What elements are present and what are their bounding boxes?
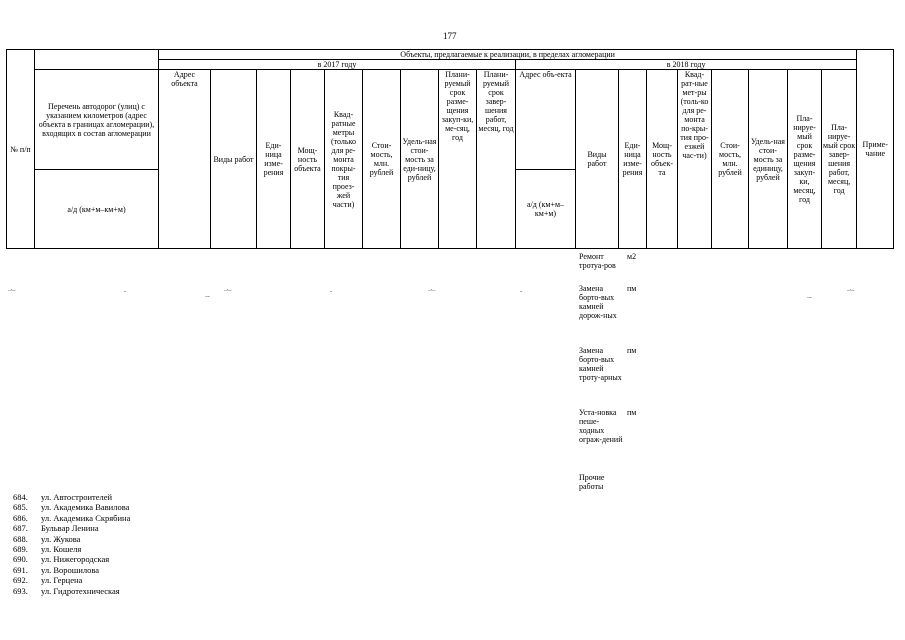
objects-header: Объекты, предлагаемые к реализации, в пределах агломерации: [159, 50, 857, 60]
h2018-unit: Еди-ница изме-рения: [619, 70, 647, 249]
scan-mark: -: [124, 287, 126, 295]
list-item: [13, 534, 130, 544]
row-unit: пм: [627, 284, 637, 293]
col-roads-list-header: Перечень автодорог (улиц) с указанием километров (адрес объекта в границах агломерации), входящих в состав агломерации: [35, 70, 159, 170]
street-number: 691.: [13, 564, 28, 575]
street-name: ул. Академика Скрябина: [41, 512, 131, 523]
scan-mark: –·–: [428, 286, 435, 294]
street-name: Бульвар Ленина: [41, 523, 99, 534]
col-note-header: Приме-чание: [857, 50, 894, 249]
h2018-capacity: Мощ-ность объек-та: [647, 70, 678, 249]
objects-table: [6, 49, 894, 249]
row-unit: пм: [627, 346, 637, 355]
h2017-address: Адрес объекта: [159, 70, 211, 249]
street-name: ул. Гидротехническая: [41, 585, 120, 596]
h2018-cost: Стои-мость, млн. рублей: [712, 70, 749, 249]
h2018-planned-completion: Пла-нируе-мый срок завер-шения работ, месяц, год: [822, 70, 857, 249]
street-name: ул. Автостроителей: [41, 492, 113, 502]
h2017-planned-completion: Плани-руемый срок завер-шения работ, месяц, год: [477, 70, 516, 249]
scan-mark: -: [520, 287, 522, 295]
street-name: ул. Герцена: [41, 575, 83, 586]
h2018-address: Адрес объ-екта: [516, 70, 576, 170]
street-list: [13, 492, 130, 596]
list-item: [13, 544, 130, 554]
scan-mark: –·–: [224, 286, 231, 294]
year-2018-header: в 2018 году: [516, 60, 857, 70]
row-works: Уста-новка пеше-ходных ограж-дений: [579, 408, 623, 444]
h2017-works: Виды работ: [211, 70, 257, 249]
scan-mark: –-: [807, 293, 811, 301]
list-item: [13, 513, 130, 523]
scan-mark: –-: [205, 292, 209, 300]
street-number: 687.: [13, 523, 28, 534]
h2018-unit-cost: Удель-ная стои-мость за единицу, рублей: [749, 70, 788, 249]
street-number: 685.: [13, 502, 28, 513]
street-name: ул. Нижегородская: [41, 554, 110, 565]
row-unit: м2: [627, 252, 637, 261]
row-unit: пм: [627, 408, 637, 417]
scan-mark: -: [330, 287, 332, 295]
street-name: ул. Академика Вавилова: [41, 502, 130, 513]
street-name: ул. Жукова: [41, 533, 81, 544]
scan-mark: –·–: [8, 286, 15, 294]
street-number: 690.: [13, 554, 28, 565]
list-item: [13, 523, 130, 533]
h2018-address-ad: а/д (км+м–км+м): [516, 170, 576, 249]
row-works: Ремонт тротуа-ров: [579, 252, 616, 270]
row-works: Замена борто-вых камней дорож-ных: [579, 284, 617, 320]
scan-mark: –·–: [847, 286, 854, 294]
col-number-header: № п/п: [7, 50, 35, 249]
col-roads-spacer: [35, 50, 159, 70]
street-name: ул. Кошеля: [41, 544, 82, 555]
street-number: 689.: [13, 544, 28, 555]
year-2017-header: в 2017 году: [159, 60, 516, 70]
list-item: [13, 554, 130, 564]
h2018-sqm: Квад-рат-ные мет-ры (толь-ко для ре-монта по-кры-тия про-езжей час-ти): [678, 70, 712, 249]
h2017-planned-procurement: Плани-руемый срок разме-щения закуп-ки, ме-сяц, год: [439, 70, 477, 249]
h2018-works: Виды работ: [576, 70, 619, 249]
h2017-sqm: Квад-ратные метры (только для ре-монта покры-тия проез-жей части): [325, 70, 363, 249]
street-number: 684.: [13, 492, 28, 502]
h2017-unit: Еди-ница изме-рения: [257, 70, 291, 249]
col-roads-ad-header: а/д (км+м–км+м): [35, 170, 159, 249]
list-item: [13, 565, 130, 575]
street-number: 693.: [13, 585, 28, 596]
street-number: 688.: [13, 533, 28, 544]
row-works: Прочие работы: [579, 473, 605, 491]
h2018-planned-procurement: Пла-нируе-мый срок разме-щения закуп-ки, месяц, год: [788, 70, 822, 249]
street-number: 686.: [13, 512, 28, 523]
list-item: [13, 502, 130, 512]
h2017-unit-cost: Удель-ная стои-мость за еди-ницу, рублей: [401, 70, 439, 249]
list-item: [13, 492, 130, 502]
list-item: [13, 586, 130, 596]
list-item: [13, 575, 130, 585]
page-number: 177: [443, 31, 457, 41]
street-number: 692.: [13, 575, 28, 586]
street-name: ул. Ворошилова: [41, 564, 100, 575]
h2017-cost: Стои-мость, млн. рублей: [363, 70, 401, 249]
h2017-capacity: Мощ-ность объекта: [291, 70, 325, 249]
row-works: Замена борто-вых камней троту-арных: [579, 346, 622, 382]
